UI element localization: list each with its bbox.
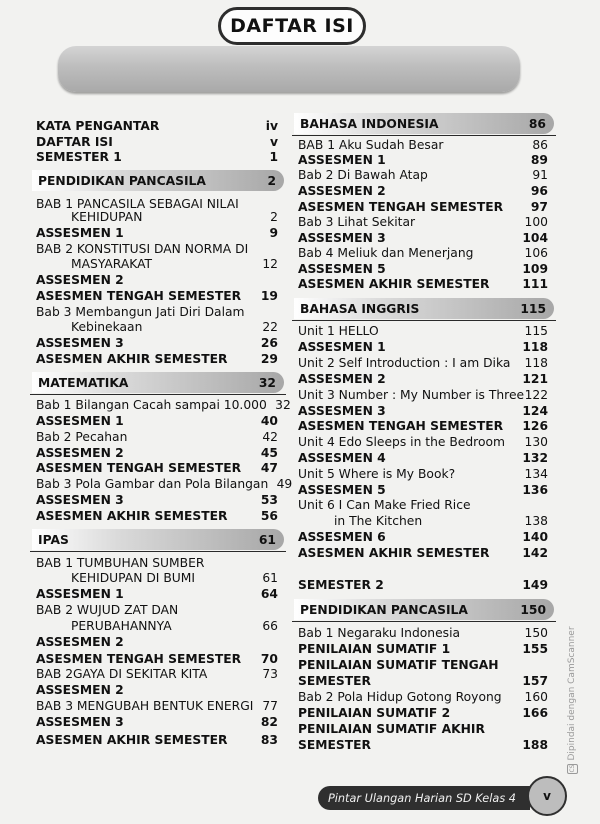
toc-entry: ASESMEN AKHIR SEMESTER 83 [36,733,278,747]
footer-book-title: Pintar Ulangan Harian SD Kelas 4 [318,786,530,810]
toc-entry: Unit 6 I Can Make Fried Rice [298,498,471,512]
toc-entry: ASSESMEN 2 [36,273,124,287]
toc-entry: SEMESTER 157 [298,674,548,688]
toc-entry: Bab 3 Pola Gambar dan Pola Bilangan 49 [36,477,293,491]
toc-entry: ASSESMEN 2 121 [298,372,548,386]
toc-entry: ASSESMEN 3 26 [36,336,278,350]
toc-entry: BAB 2GAYA DI SEKITAR KITA 73 [36,667,278,681]
toc-entry: ASSESMEN 2 96 [298,184,548,198]
toc-entry-semester-2: SEMESTER 2 149 [298,578,548,592]
toc-entry: ASESMEN AKHIR SEMESTER 56 [36,509,278,523]
toc-entry: ASESMEN TENGAH SEMESTER 70 [36,652,278,666]
toc-entry: KEHIDUPAN DI BUMI 61 [71,571,278,585]
toc-entry: Unit 1 HELLO 115 [298,324,548,338]
toc-entry: ASSESMEN 5 136 [298,483,548,497]
toc-entry: BAB 1 TUMBUHAN SUMBER [36,556,205,570]
toc-entry: PERUBAHANNYA 66 [71,619,278,633]
section-divider [30,551,286,552]
section-header-pendidikan-pancasila-2: PENDIDIKAN PANCASILA 150 [294,599,554,620]
toc-entry: ASSESMEN 3 53 [36,493,278,507]
toc-entry: KATA PENGANTAR iv [36,119,278,133]
toc-entry: Bab 2 Pola Hidup Gotong Royong 160 [298,690,548,704]
toc-entry: Bab 1 Bilangan Cacah sampai 10.000 32 [36,398,291,412]
toc-entry: ASSESMEN 2 [36,683,124,697]
toc-entry: Unit 5 Where is My Book? 134 [298,467,548,481]
section-header-bahasa-indonesia: BAHASA INDONESIA 86 [294,113,554,134]
toc-entry: BAB 2 WUJUD ZAT DAN [36,603,179,617]
toc-entry: Bab 2 Pecahan 42 [36,430,278,444]
toc-entry: PENILAIAN SUMATIF 2 166 [298,706,548,720]
toc-entry: ASESMEN TENGAH SEMESTER 47 [36,461,278,475]
toc-entry: ASSESMEN 1 89 [298,153,548,167]
camscanner-icon: CS [568,764,576,773]
toc-entry: ASSESMEN 1 9 [36,226,278,240]
section-header-matematika: MATEMATIKA 32 [32,372,284,393]
toc-entry: BAB 3 MENGUBAH BENTUK ENERGI 77 [36,699,278,713]
toc-entry: MASYARAKAT 12 [71,257,278,271]
toc-entry: Bab 3 Lihat Sekitar 100 [298,215,548,229]
toc-entry: Kebinekaan 22 [71,320,278,334]
section-divider [30,394,286,395]
toc-entry: KEHIDUPAN 2 [71,210,278,224]
toc-entry: ASESMEN TENGAH SEMESTER 19 [36,289,278,303]
toc-entry: ASSESMEN 4 132 [298,451,548,465]
toc-entry: ASSESMEN 2 [36,635,124,649]
toc-entry: ASSESMEN 3 104 [298,231,548,245]
toc-entry: ASSESMEN 5 109 [298,262,548,276]
section-divider [292,135,556,136]
toc-entry: DAFTAR ISI v [36,135,278,149]
section-header-pendidikan-pancasila: PENDIDIKAN PANCASILA 2 [32,170,284,191]
toc-entry: ASESMEN AKHIR SEMESTER 29 [36,352,278,366]
toc-entry: ASESMEN TENGAH SEMESTER 126 [298,419,548,433]
toc-entry: BAB 1 PANCASILA SEBAGAI NILAI [36,197,239,211]
toc-entry: PENILAIAN SUMATIF AKHIR [298,722,485,736]
toc-entry: Bab 1 Negaraku Indonesia 150 [298,626,548,640]
section-divider [292,621,556,622]
page-number-badge: v [527,776,567,816]
section-divider [292,320,556,321]
section-header-ipas: IPAS 61 [32,529,284,550]
toc-entry: BAB 1 Aku Sudah Besar 86 [298,138,548,152]
toc-entry: ASSESMEN 1 118 [298,340,548,354]
toc-entry: SEMESTER 188 [298,738,548,752]
toc-entry: ASESMEN AKHIR SEMESTER 142 [298,546,548,560]
scanner-watermark: CS Dipindai dengan CamScanner [567,626,577,773]
toc-entry: in The Kitchen 138 [334,514,548,528]
toc-entry: BAB 2 KONSTITUSI DAN NORMA DI [36,242,249,256]
toc-entry: Bab 3 Membangun Jati Diri Dalam [36,305,245,319]
toc-entry: Unit 2 Self Introduction : I am Dika 118 [298,356,548,370]
toc-entry: Unit 4 Edo Sleeps in the Bedroom 130 [298,435,548,449]
toc-entry: Bab 2 Di Bawah Atap 91 [298,168,548,182]
toc-entry: ASSESMEN 1 40 [36,414,278,428]
toc-entry: SEMESTER 1 1 [36,150,278,164]
header-banner [58,46,520,92]
toc-entry: ASSESMEN 3 124 [298,404,548,418]
section-header-bahasa-inggris: BAHASA INGGRIS 115 [294,298,554,319]
page-title: DAFTAR ISI [218,7,366,45]
toc-entry: Unit 3 Number : My Number is Three 122 [298,388,549,402]
toc-entry: ASSESMEN 1 64 [36,587,278,601]
toc-entry: ASESMEN TENGAH SEMESTER 97 [298,200,548,214]
toc-entry: Bab 4 Meliuk dan Menerjang 106 [298,246,548,260]
toc-entry: ASSESMEN 6 140 [298,530,548,544]
toc-entry: ASESMEN AKHIR SEMESTER 111 [298,277,548,291]
toc-entry: ASSESMEN 2 45 [36,446,278,460]
toc-entry: PENILAIAN SUMATIF TENGAH [298,658,499,672]
toc-entry: PENILAIAN SUMATIF 1 155 [298,642,548,656]
toc-entry: ASSESMEN 3 82 [36,715,278,729]
